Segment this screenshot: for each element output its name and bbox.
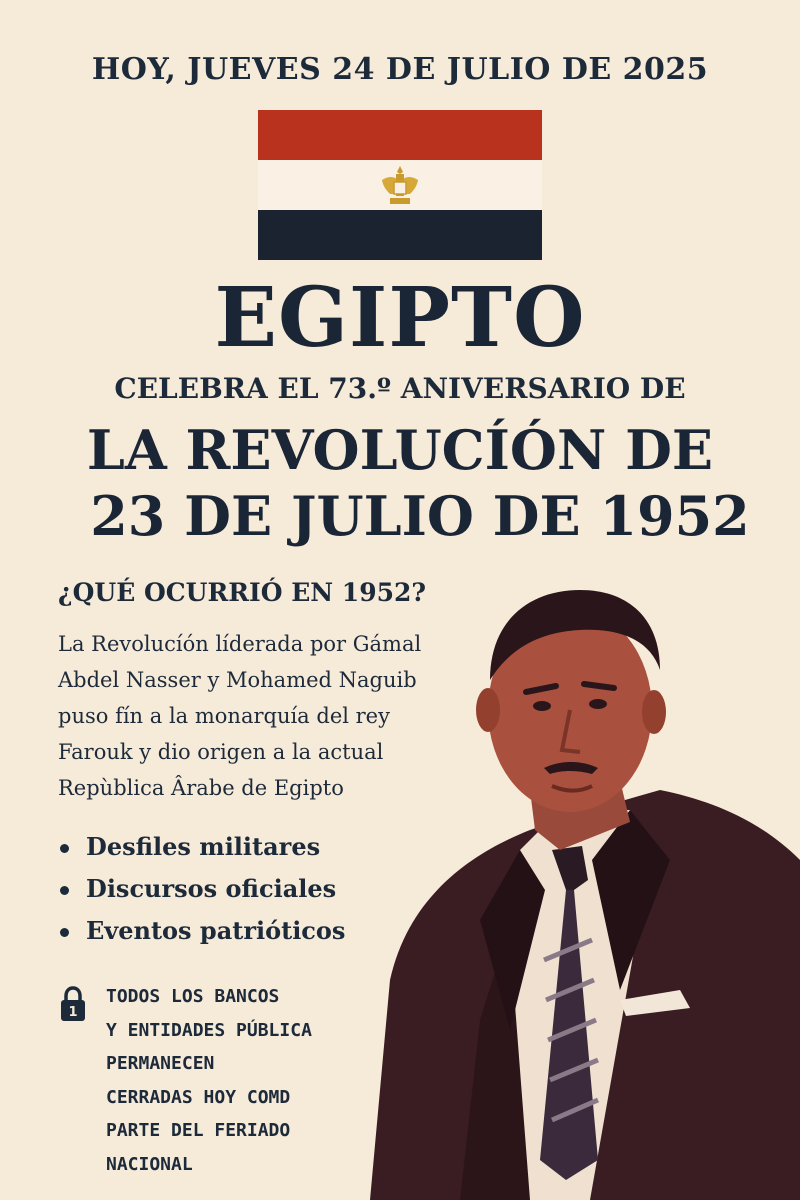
eagle-of-saladin-icon [378,164,422,208]
list-item [58,910,345,952]
date-heading: HOY, JUEVES 24 DE JULIO DE 2025 [91,52,709,87]
lock-icon [60,986,86,1022]
notice-line: PERMANECEN [106,1053,215,1074]
list-item [58,826,345,868]
paragraph-line: Abdel Nasser y Mohamed Naguib [58,668,417,692]
list-item-label: Eventos patrióticos [86,916,346,945]
closure-notice [106,980,366,1181]
notice-line: PARTE DEL FERIADO [106,1120,291,1141]
flag-black-band [258,210,542,260]
notice-line: CERRADAS HOY COMD [106,1086,291,1108]
country-title: EGIPTO [214,270,586,366]
svg-text:1: 1 [68,1005,78,1020]
paragraph-line: Repùblica Ârabe de Egipto [58,776,344,800]
section-question: ¿QUÉ OCURRIÓ EN 1952? [58,578,427,607]
notice-line: NACIONAL [106,1153,193,1175]
bullet-icon [60,886,69,895]
list-item-label: Desfiles militares [86,832,321,861]
celebration-list [58,826,345,952]
paragraph-line: puso fín a la monarquía del rey [58,704,390,728]
paragraph-line: Farouk y dio origen a la actual [58,740,384,764]
anniversary-subtitle: CELEBRA EL 73.º ANIVERSARIO DE [114,372,686,405]
notice-line: TODOS LOS BANCOS [106,986,280,1007]
history-paragraph [58,626,478,806]
bullet-icon [60,928,69,937]
paragraph-line: La Revolucíón líderada por Gámal [58,632,422,656]
revolution-title-line1: LA REVOLUCÍÓN DE [86,418,714,482]
list-item [58,868,345,910]
revolution-title-line2: 23 DE JULIO DE 1952 [90,484,750,548]
list-item-label: Discursos oficiales [86,874,337,903]
bullet-icon [60,844,69,853]
flag-red-band [258,110,542,160]
egypt-flag [258,110,542,260]
notice-line: Y ENTIDADES PÚBLICA [106,1019,312,1041]
